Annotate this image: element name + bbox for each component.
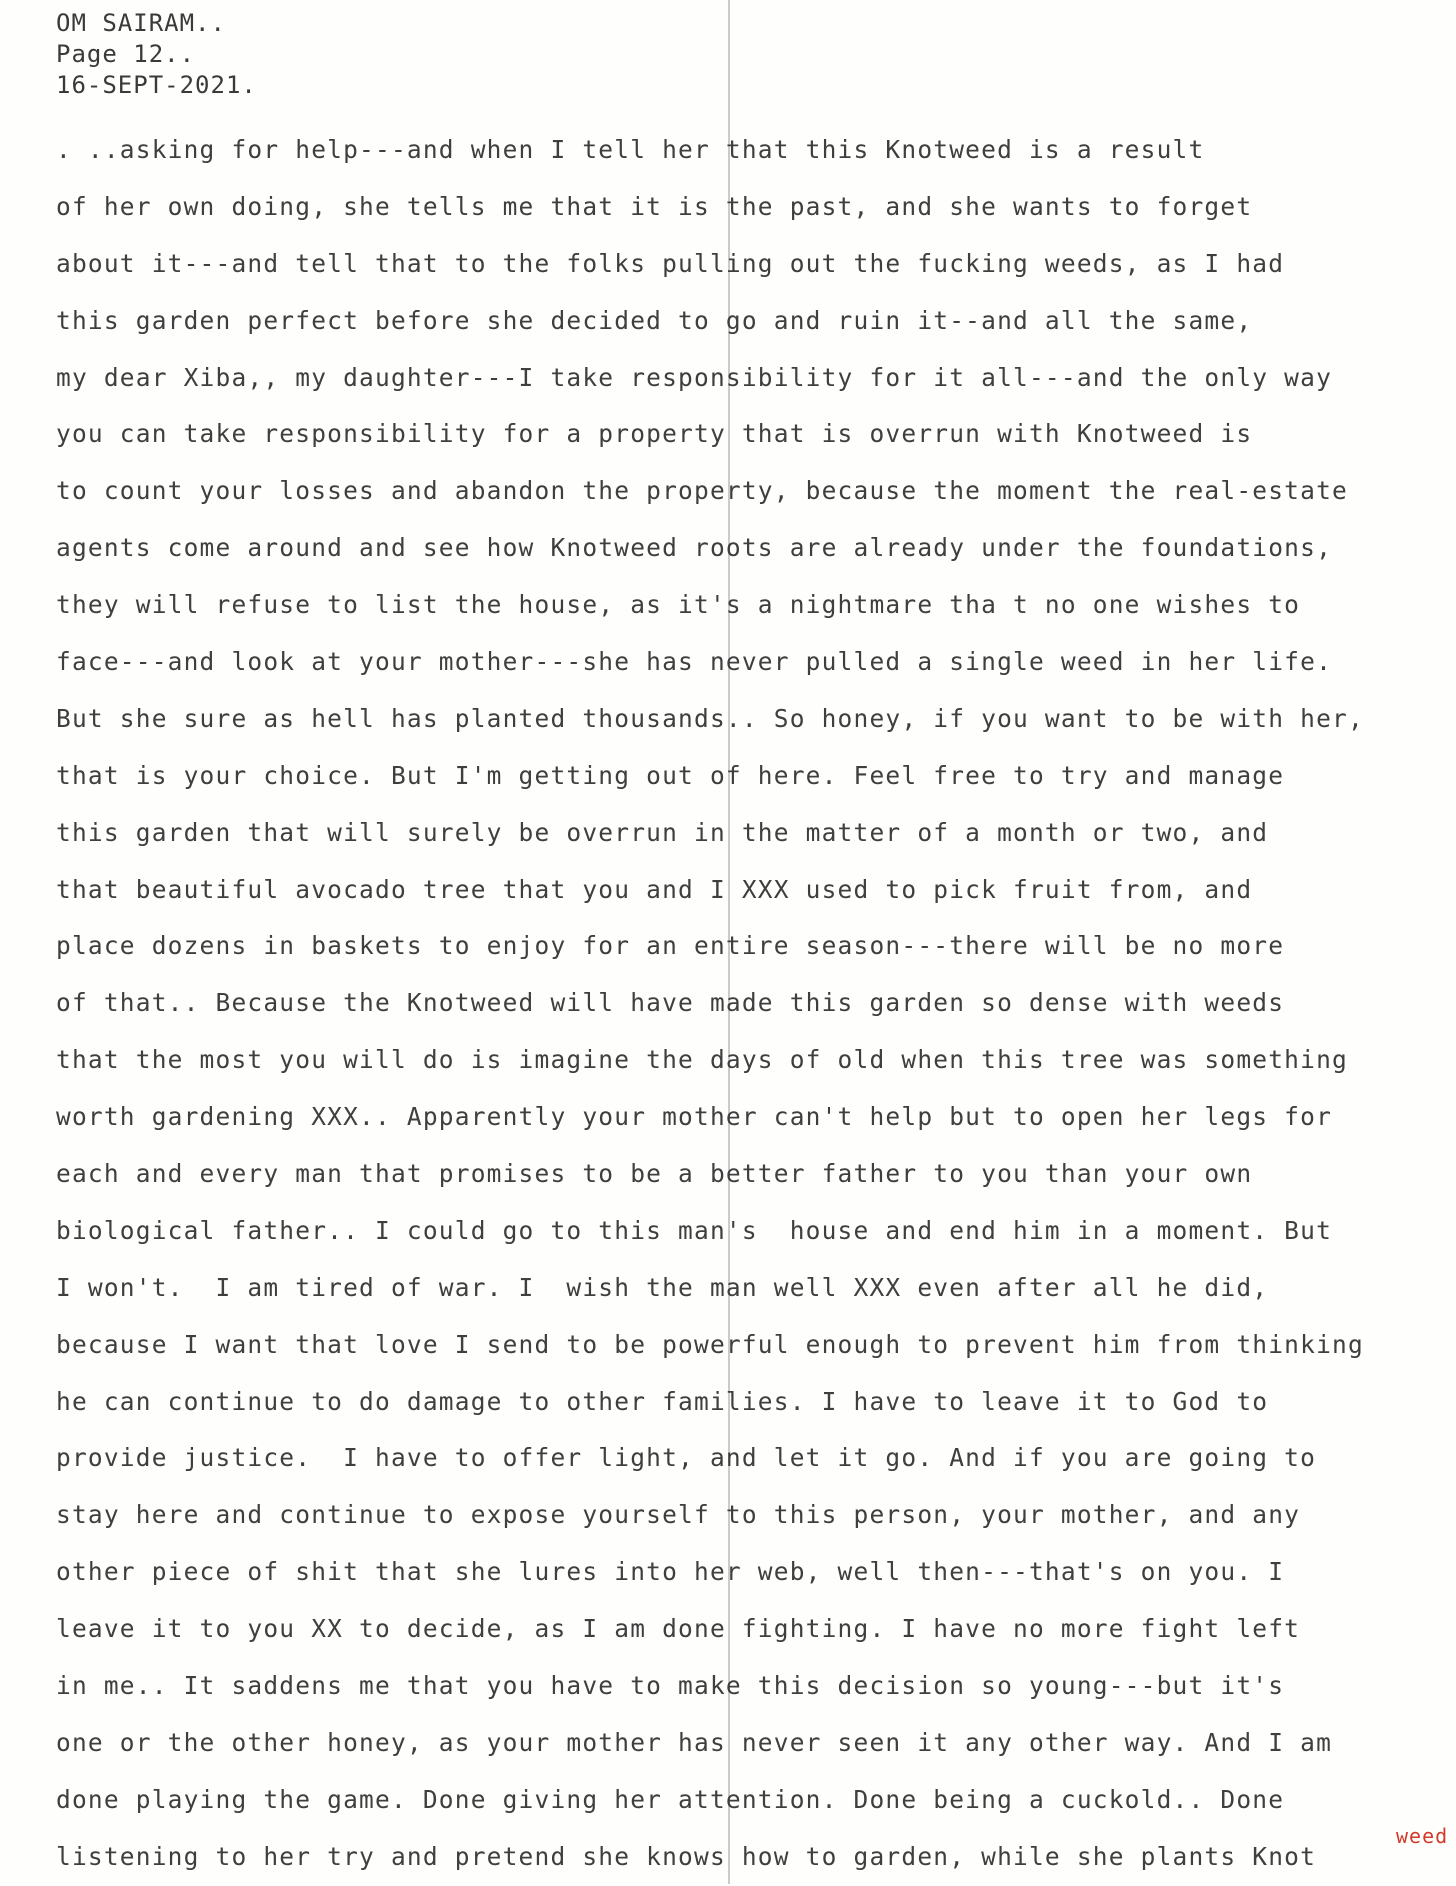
text-line: other piece of shit that she lures into her web, well then---that's on you. I — [56, 1557, 1285, 1587]
header-greeting: OM SAIRAM.. — [56, 9, 226, 37]
letter-body — [56, 122, 1449, 1886]
text-line: this garden that will surely be overrun in the matter of a month or two, and — [56, 817, 1269, 847]
text-line: my dear Xiba,, my daughter---I take responsibility for it all---and the only way — [56, 362, 1333, 392]
text-line: he can continue to do damage to other families. I have to leave it to God to — [56, 1386, 1269, 1416]
margin-annotation: weed — [1396, 1824, 1449, 1848]
text-line: worth gardening XXX.. Apparently your mother can't help but to open her legs for — [56, 1102, 1333, 1132]
text-line: that the most you will do is imagine the days of old when this tree was something — [56, 1045, 1348, 1075]
text-line: listening to her try and pretend she knows how to garden, while she plants Knot — [56, 1841, 1317, 1871]
text-line: biological father.. I could go to this man's house and end him in a moment. But — [56, 1215, 1333, 1245]
text-line: one or the other honey, as your mother has never seen it any other way. And I am — [56, 1727, 1333, 1757]
text-line: agents come around and see how Knotweed roots are already under the foundations, — [56, 533, 1333, 563]
text-line: But she sure as hell has planted thousands.. So honey, if you want to be with her, — [56, 703, 1364, 733]
text-line: of her own doing, she tells me that it is the past, and she wants to forget — [56, 191, 1253, 221]
text-line: about it---and tell that to the folks pulling out the fucking weeds, as I had — [56, 248, 1285, 278]
text-line: stay here and continue to expose yourself to this person, your mother, and any — [56, 1500, 1301, 1530]
text-line: because I want that love I send to be powerful enough to prevent him from thinking — [56, 1329, 1364, 1359]
text-line: face---and look at your mother---she has never pulled a single weed in her life. — [56, 647, 1333, 677]
text-line: done playing the game. Done giving her attention. Done being a cuckold.. Done — [56, 1784, 1285, 1814]
text-line: leave it to you XX to decide, as I am done fighting. I have no more fight left — [56, 1614, 1301, 1644]
text-line: in me.. It saddens me that you have to make this decision so young---but it's — [56, 1671, 1285, 1701]
text-line: that is your choice. But I'm getting out of here. Feel free to try and manage — [56, 760, 1285, 790]
text-line: to count your losses and abandon the property, because the moment the real-estate — [56, 476, 1348, 506]
text-line: you can take responsibility for a property that is overrun with Knotweed is — [56, 419, 1253, 449]
text-line: . ..asking for help---and when I tell her that this Knotweed is a result — [56, 135, 1205, 164]
page-header — [56, 8, 257, 101]
text-line: I won't. I am tired of war. I wish the man well XXX even after all he did, — [56, 1272, 1269, 1302]
text-line: provide justice. I have to offer light, and let it go. And if you are going to — [56, 1443, 1317, 1473]
header-date: 16-SEPT-2021. — [56, 71, 257, 99]
text-line: each and every man that promises to be a better father to you than your own — [56, 1159, 1253, 1189]
text-line: of that.. Because the Knotweed will have made this garden so dense with weeds — [56, 988, 1285, 1018]
text-line: that beautiful avocado tree that you and I XXX used to pick fruit from, and — [56, 874, 1253, 904]
text-line: place dozens in baskets to enjoy for an entire season---there will be no more — [56, 931, 1285, 961]
text-line: they will refuse to list the house, as it's a nightmare tha t no one wishes to — [56, 590, 1301, 620]
text-line: this garden perfect before she decided to go and ruin it--and all the same, — [56, 305, 1253, 335]
header-page-number: Page 12.. — [56, 40, 196, 68]
